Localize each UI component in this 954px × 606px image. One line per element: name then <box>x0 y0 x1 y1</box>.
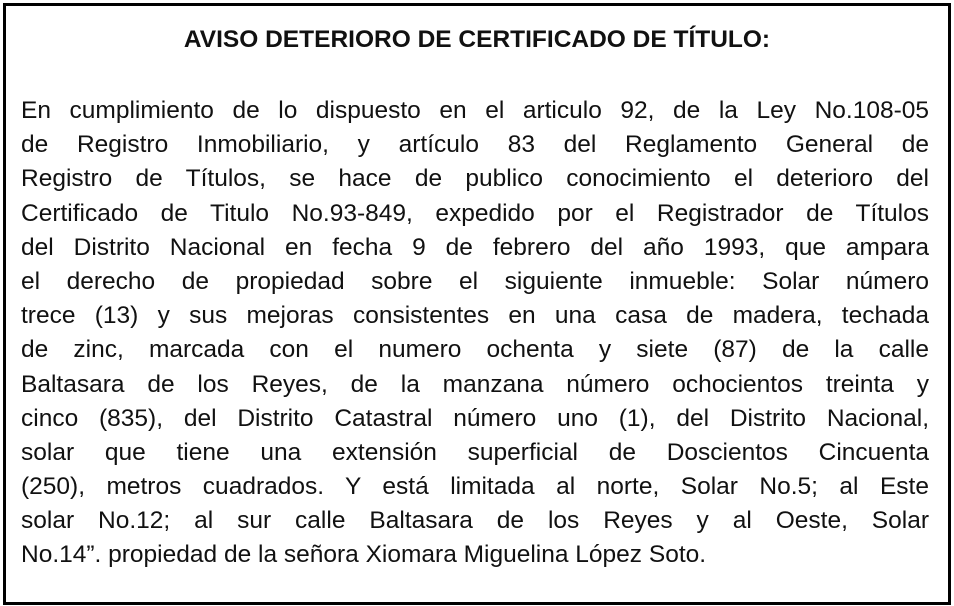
body-line: Certificado de Titulo No.93-849, expedido por el Registrador de Títulos <box>21 199 929 227</box>
body-line: de zinc, marcada con el numero ochenta y siete (87) de la calle <box>21 336 929 364</box>
body-line: cinco (835), del Distrito Catastral número uno (1), del Distrito Nacional, <box>21 404 929 432</box>
body-line: de Registro Inmobiliario, y artículo 83 del Reglamento General de <box>21 131 929 159</box>
notice-box <box>3 3 951 605</box>
body-line: solar que tiene una extensión superficial de Doscientos Cincuenta <box>21 438 929 466</box>
body-line: No.14”. propiedad de la señora Xiomara Miguelina López Soto. <box>21 541 707 569</box>
body-line: Registro de Títulos, se hace de publico conocimiento el deterioro del <box>21 165 929 193</box>
body-line: trece (13) y sus mejoras consistentes en una casa de madera, techada <box>21 302 929 330</box>
body-line: (250), metros cuadrados. Y está limitada al norte, Solar No.5; al Este <box>21 473 929 501</box>
body-line: el derecho de propiedad sobre el siguiente inmueble: Solar número <box>21 267 929 295</box>
body-line: Baltasara de los Reyes, de la manzana número ochocientos treinta y <box>21 370 929 398</box>
body-line: En cumplimiento de lo dispuesto en el articulo 92, de la Ley No.108-05 <box>21 97 929 124</box>
body-line: del Distrito Nacional en fecha 9 de febrero del año 1993, que ampara <box>21 233 929 261</box>
notice-body <box>21 94 929 573</box>
body-line: solar No.12; al sur calle Baltasara de los Reyes y al Oeste, Solar <box>21 507 929 535</box>
notice-title: AVISO DETERIORO DE CERTIFICADO DE TÍTULO: <box>183 26 771 53</box>
